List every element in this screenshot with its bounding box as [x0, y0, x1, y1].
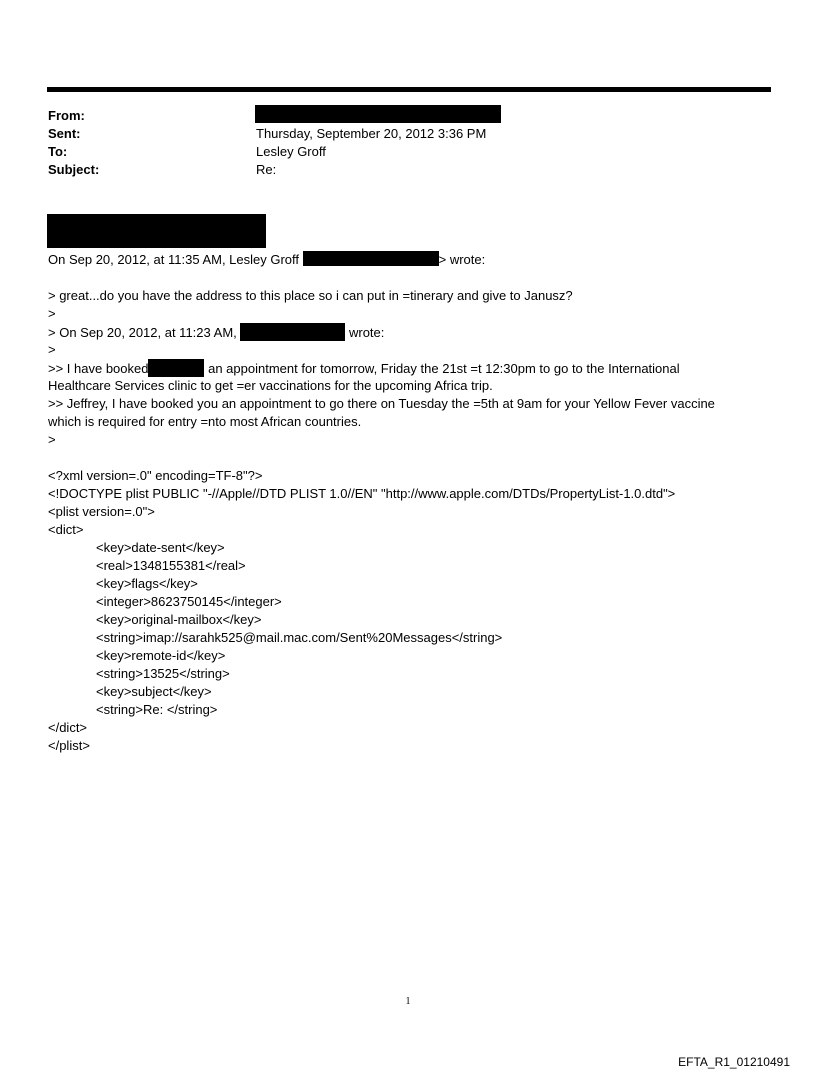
redaction-body-top: [47, 214, 266, 248]
plist-line-13: <key>subject</key>: [96, 684, 212, 699]
plist-line-16: </plist>: [48, 738, 90, 753]
from-label: From:: [48, 108, 85, 123]
quote-line-4: [48, 323, 384, 342]
quote-line-8: >> Jeffrey, I have booked you an appointment to go there on Tuesday the =5th at 9am for your Yellow Fever vaccine: [48, 396, 715, 411]
plist-line-12: <string>13525</string>: [96, 666, 230, 681]
redaction-from: [255, 105, 501, 123]
plist-line-6: <real>1348155381</real>: [96, 558, 246, 573]
quote-line-5: >: [48, 342, 56, 357]
subject-label: Subject:: [48, 162, 100, 177]
to-label: To:: [48, 144, 68, 159]
to-value: Lesley Groff: [256, 144, 326, 159]
quote-line-2: > great...do you have the address to this place so i can put in =tinerary and give to Janusz?: [48, 288, 573, 303]
quote-line-1-text: On Sep 20, 2012, at 11:35 AM, Lesley Groff: [48, 252, 303, 267]
plist-line-15: </dict>: [48, 720, 88, 735]
plist-line-4: <dict>: [48, 522, 84, 537]
quote-line-7: Healthcare Services clinic to get =er vaccinations for the upcoming Africa trip.: [48, 378, 493, 393]
quote-line-9: which is required for entry =nto most African countries.: [48, 414, 362, 429]
sent-value: Thursday, September 20, 2012 3:36 PM: [256, 126, 487, 141]
quote-line-6: [48, 359, 680, 378]
quote-line-10: >: [48, 432, 56, 447]
plist-line-1: <?xml version=.0" encoding=TF-8"?>: [48, 468, 263, 483]
quote-line-6-text: >> I have booked: [48, 361, 149, 376]
plist-line-3: <plist version=.0">: [48, 504, 155, 519]
redaction-name: [148, 359, 204, 377]
quote-line-6-end: an appointment for tomorrow, Friday the 21st =t 12:30pm to go to the International: [204, 361, 680, 376]
quote-line-1-end: > wrote:: [438, 252, 486, 267]
redaction-sender: [240, 323, 345, 341]
plist-line-10: <string>imap://sarahk525@mail.mac.com/Sent%20Messages</string>: [96, 630, 503, 645]
quote-line-3: >: [48, 306, 56, 321]
plist-line-8: <integer>8623750145</integer>: [96, 594, 282, 609]
subject-value: Re:: [256, 162, 277, 177]
plist-line-7: <key>flags</key>: [96, 576, 198, 591]
page-number: 1: [405, 996, 411, 1007]
redaction-email: [303, 251, 439, 266]
plist-line-11: <key>remote-id</key>: [96, 648, 226, 663]
document-id: EFTA_R1_01210491: [678, 1055, 790, 1069]
sent-label: Sent:: [48, 126, 81, 141]
quote-line-4-text: > On Sep 20, 2012, at 11:23 AM,: [48, 325, 241, 340]
plist-line-2: <!DOCTYPE plist PUBLIC "-//Apple//DTD PLIST 1.0//EN" "http://www.apple.com/DTDs/PropertyList-1.0.dtd">: [48, 486, 676, 501]
plist-line-5: <key>date-sent</key>: [96, 540, 225, 555]
quote-line-1: [48, 251, 485, 269]
plist-line-14: <string>Re: </string>: [96, 702, 218, 717]
quote-line-4-end: wrote:: [345, 325, 385, 340]
plist-line-9: <key>original-mailbox</key>: [96, 612, 262, 627]
header-rule: [47, 87, 771, 92]
